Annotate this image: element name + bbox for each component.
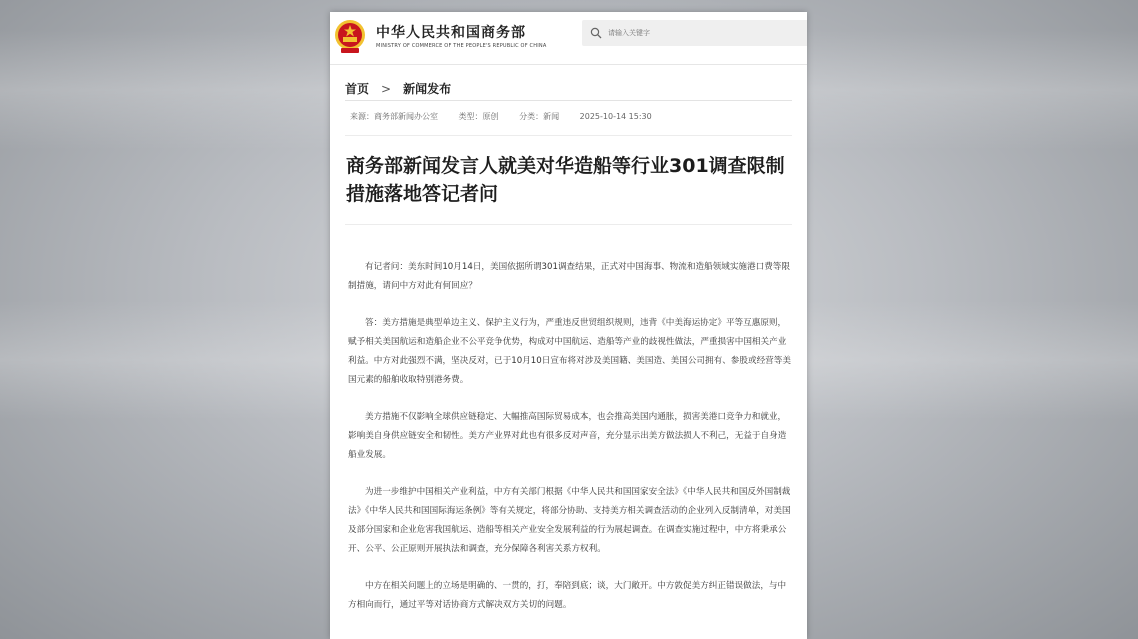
search-icon[interactable] [590,27,602,39]
national-emblem-icon[interactable] [334,17,366,55]
site-name[interactable]: 中华人民共和国商务部 [376,25,526,41]
site-name-english: MINISTRY OF COMMERCE OF THE PEOPLE'S REPUBLIC OF CHINA [376,43,547,49]
breadcrumb-separator: > [381,81,392,96]
divider [345,135,792,136]
breadcrumb-home-link[interactable]: 首页 [345,82,370,96]
article-title: 商务部新闻发言人就美对华造船等行业301调查限制措施落地答记者问 [346,155,785,205]
divider [345,100,792,101]
article-meta [350,111,670,122]
divider [345,224,792,225]
breadcrumb-current[interactable]: 新闻发布 [403,82,452,96]
meta-type: 类型：原创 [458,112,499,121]
article-paragraph: 答：美方措施是典型单边主义、保护主义行为，严重违反世贸组织规则，违背《中美海运协定》平等互惠原则，赋予相关美国航运和造船企业不公平竞争优势，构成对中国航运、造船等产业的歧视性做法，严重损害中国相关产业利益。中方对此强烈不满，坚决反对，已于10月10日宣布将对涉及美国籍、美国造、美国公司拥有、参股或经营等美国元素的船舶收取特别港务费。 [348,318,791,385]
article-paragraph: 美方措施不仅影响全球供应链稳定、大幅推高国际贸易成本，也会推高美国内通胀，损害美港口竞争力和就业，影响美自身供应链安全和韧性。美方产业界对此也有很多反对声音，充分显示出美方做法损人不利己，无益于自身造船业发展。 [348,412,787,460]
site-header [330,12,807,65]
search-input[interactable] [608,20,788,46]
webpage-screenshot [330,12,807,639]
breadcrumb [345,80,451,97]
meta-category: 分类：新闻 [519,112,560,121]
meta-datetime: 2025-10-14 15:30 [579,112,652,121]
article-paragraph: 有记者问：美东时间10月14日，美国依据所谓301调查结果，正式对中国海事、物流和造船领域实施港口费等限制措施，请问中方对此有何回应？ [348,262,790,291]
article-paragraph: 中方在相关问题上的立场是明确的、一贯的，打，奉陪到底；谈，大门敞开。中方敦促美方纠正错误做法，与中方相向而行，通过平等对话协商方式解决双方关切的问题。 [348,581,787,610]
meta-source: 来源：商务部新闻办公室 [350,112,438,121]
article-paragraph: 为进一步维护中国相关产业利益，中方有关部门根据《中华人民共和国国家安全法》《中华人民共和国反外国制裁法》《中华人民共和国国际海运条例》等有关规定，将部分协助、支持美方相关调查活动的企业列入反制清单，对美国及部分国家和企业危害我国航运、造船等相关产业安全发展利益的行为展起调查。在调查实施过程中，中方将秉承公开、公平、公正原则开展执法和调查，充分保障各利害关系方权利。 [348,487,791,554]
search-box[interactable] [582,20,807,46]
article-body [348,258,793,633]
